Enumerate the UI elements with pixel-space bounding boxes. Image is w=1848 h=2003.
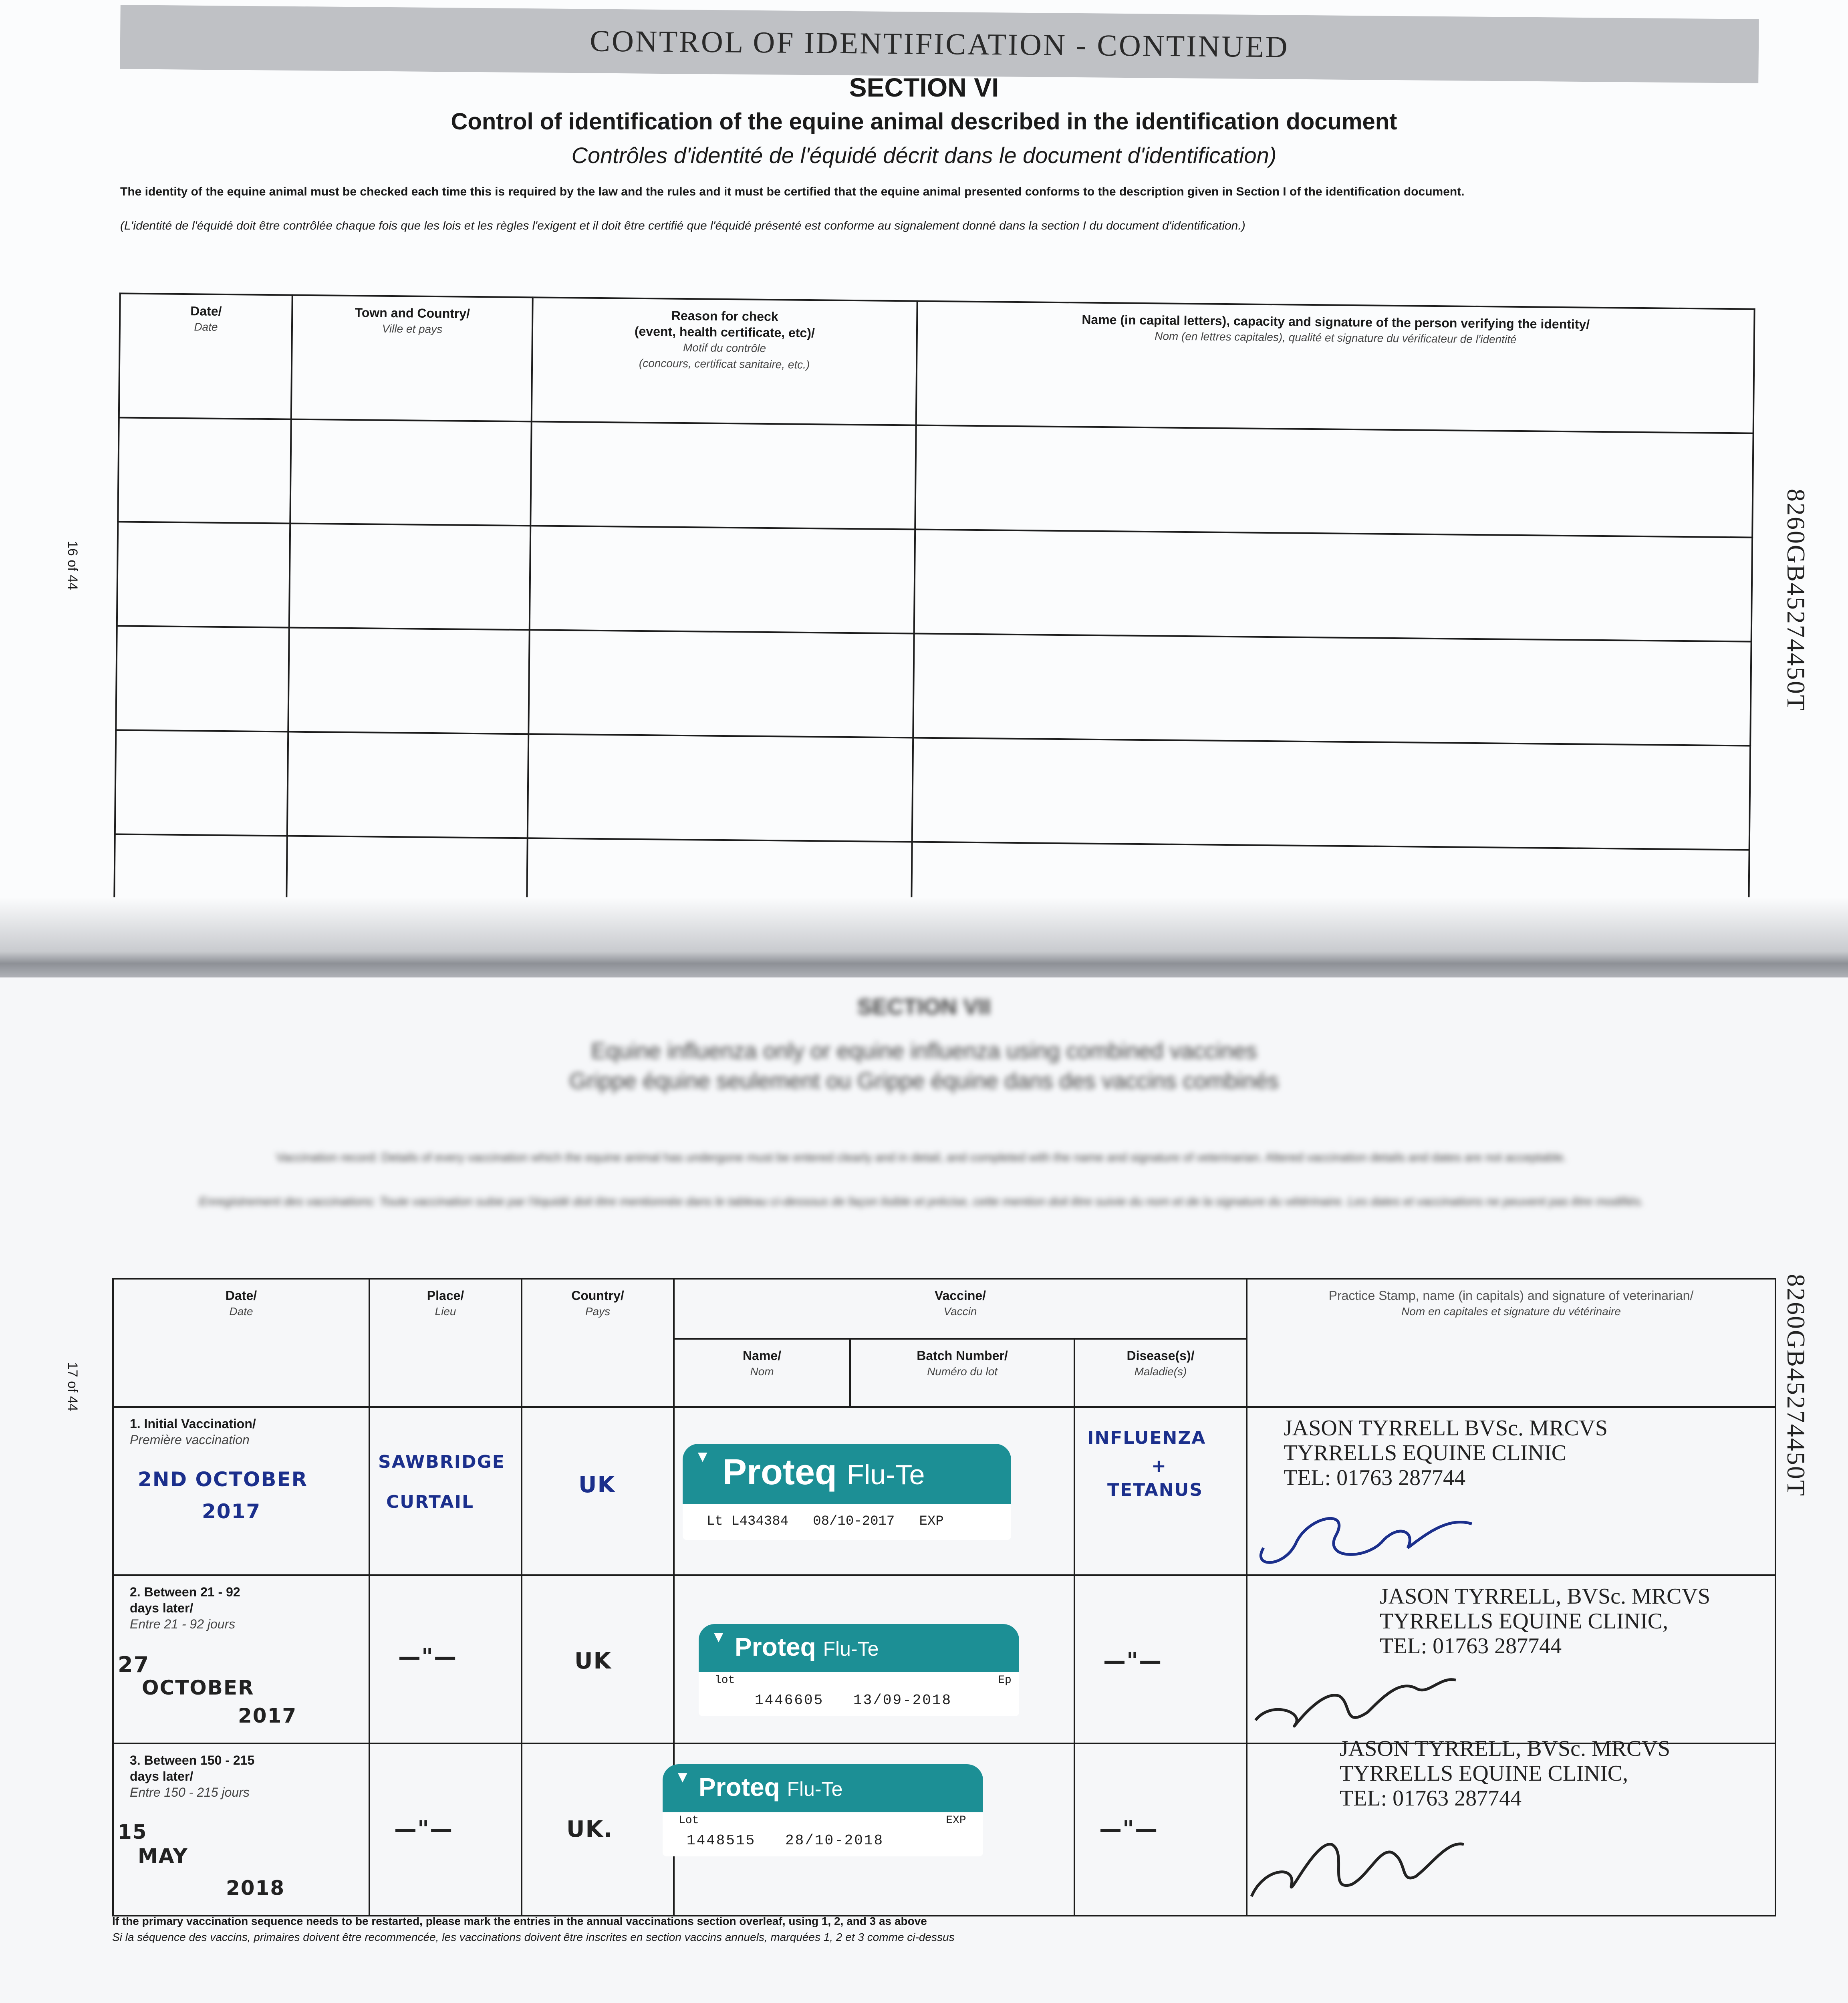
- section-banner: CONTROL OF IDENTIFICATION - CONTINUED: [120, 5, 1759, 83]
- row2-year-hand: 2017: [238, 1704, 297, 1727]
- section-vii-subtitle-fr: Grippe équine seulement ou Grippe équine dans des vaccins combinés: [569, 1068, 1279, 1093]
- row1-country: [522, 1407, 674, 1575]
- vaccination-table: [112, 1278, 1776, 1916]
- row1-disease-hand-3: TETANUS: [1107, 1480, 1203, 1500]
- row2-place: [369, 1575, 522, 1743]
- row3-year-hand: 2018: [226, 1876, 285, 1900]
- row3-signature: [1247, 1824, 1488, 1912]
- row1-country-hand: UK: [578, 1472, 616, 1498]
- row2-place-hand: —"—: [398, 1644, 457, 1670]
- section-vi-paragraph-en: The identity of the equine animal must be checked each time this is required by the law and the rules and it must be certified that the equine animal presented conforms to the description given in Section I of the identification document.: [120, 185, 1465, 198]
- side-code-top: 8260GB45274450T: [1782, 489, 1810, 712]
- table-cell: [528, 630, 914, 738]
- row1-stamp: [1247, 1407, 1775, 1575]
- row3-vet-stamp: JASON TYRRELL, BVSc. MRCVS TYRRELLS EQUINE CLINIC, TEL: 01763 287744: [1340, 1736, 1671, 1811]
- table-cell: [116, 626, 289, 731]
- footer-note-en: If the primary vaccination sequence needs to be restarted, please mark the entries in the annual vaccinations section overleaf, using 1, 2, and 3 as above: [112, 1915, 927, 1927]
- row2-month-hand: OCTOBER: [142, 1676, 254, 1699]
- row3-vaccine-label: [663, 1764, 983, 1856]
- col-date: Date/ Date: [119, 293, 292, 419]
- table-row: [113, 1407, 1775, 1575]
- row3-vaccine-label-cell: [674, 1743, 1074, 1916]
- vaccine-name: Proteq Flu-Te: [723, 1452, 925, 1492]
- col-vacc-country: Country/ Pays: [522, 1279, 674, 1407]
- row3-lot-line: Lot EXP: [679, 1814, 966, 1827]
- row3-country-hand: UK.: [566, 1816, 613, 1842]
- row1-disease-hand-1: INFLUENZA: [1087, 1428, 1206, 1448]
- row1-signature: [1247, 1500, 1488, 1572]
- vaccine-name: Proteq Flu-Te: [735, 1632, 879, 1661]
- table-cell: [914, 530, 1752, 642]
- row3-place: [369, 1743, 522, 1916]
- col-vaccine: Vaccine/ Vaccin: [674, 1279, 1247, 1339]
- col-vacc-date: Date/ Date: [113, 1279, 369, 1407]
- page-number-16: 16 of 44: [65, 541, 80, 590]
- row1-date: [113, 1407, 369, 1575]
- row3-batch-line: 1448515 28/10-2018: [687, 1832, 884, 1849]
- row2-batch-line: 1446605 13/09-2018: [755, 1692, 952, 1709]
- table-cell: [912, 738, 1750, 850]
- table-cell: [530, 421, 916, 529]
- row1-vaccine-label: [683, 1444, 1011, 1540]
- table-row: [113, 1743, 1775, 1916]
- table-cell: [290, 419, 531, 526]
- drop-icon: ▼: [675, 1768, 691, 1786]
- row3-step: 3. Between 150 - 215 days later/ Entre 150 - 215 jours: [130, 1753, 255, 1799]
- row3-disease: [1074, 1743, 1247, 1916]
- row2-signature: [1247, 1664, 1488, 1744]
- row1-place: [369, 1407, 522, 1575]
- col-vaccine-name: Name/ Nom: [674, 1339, 850, 1407]
- row3-disease-hand: —"—: [1099, 1816, 1159, 1842]
- row2-disease: [1074, 1575, 1247, 1743]
- row2-vaccine-label: [699, 1624, 1019, 1716]
- row1-disease: [1074, 1407, 1247, 1575]
- col-vacc-place: Place/ Lieu: [369, 1279, 522, 1407]
- col-disease: Disease(s)/ Maladie(s): [1074, 1339, 1247, 1407]
- identity-check-table: [113, 292, 1755, 951]
- row1-vaccine-label-cell: [674, 1407, 1074, 1575]
- section-vii-paragraph-en: Vaccination record: Details of every vaccination which the equine animal has undergone must be entered clearly and in detail, and completed with the name and signature of veterinarian. Altered vaccination details and dates are not acceptable.: [276, 1151, 1567, 1164]
- section-vii-title: SECTION VII: [857, 994, 991, 1019]
- table-cell: [528, 734, 913, 842]
- page-16: [0, 0, 1848, 977]
- row3-date: [113, 1743, 369, 1916]
- row3-month-hand: MAY: [138, 1844, 188, 1868]
- table-cell: [118, 417, 291, 523]
- row2-country-hand: UK: [574, 1648, 612, 1674]
- table-cell: [913, 634, 1751, 746]
- row1-year-hand: 2017: [202, 1500, 261, 1523]
- section-vii-paragraph-fr: Enregistrement des vaccinations: Toute vaccination subie par l'équidé doit être mentionnée dans le tableau ci-dessous de façon lisible et précise, cette mention doit être suivie du nom et de la signature du vétérinaire. Les dates et vaccinations ne peuvent pas être modifiés.: [199, 1195, 1644, 1208]
- col-verifier: Name (in capital letters), capacity and signature of the person verifying the identity/ Nom (en lettres capitales), qualité et signature du vérificateur de l'identité: [916, 301, 1755, 433]
- drop-icon: ▼: [711, 1628, 727, 1646]
- page-17: [0, 977, 1848, 2003]
- drop-icon: ▼: [695, 1448, 711, 1465]
- row1-batch-line: Lt L434384 08/10-2017 EXP: [707, 1514, 944, 1529]
- table-cell: [288, 628, 529, 734]
- page-number-17: 17 of 44: [65, 1362, 80, 1411]
- row2-country: [522, 1575, 674, 1743]
- section-vi-title: SECTION VI: [849, 73, 999, 102]
- row1-step: 1. Initial Vaccination/ Première vaccination: [130, 1417, 256, 1447]
- row2-vaccine-label-cell: [674, 1575, 1074, 1743]
- table-cell: [530, 526, 915, 633]
- row1-vet-stamp: JASON TYRRELL BVSc. MRCVS TYRRELLS EQUINE CLINIC TEL: 01763 287744: [1284, 1416, 1608, 1490]
- row2-day-hand: 27: [118, 1652, 150, 1677]
- row3-place-hand: —"—: [394, 1816, 453, 1842]
- row3-stamp: [1247, 1736, 1775, 1916]
- table-cell: [289, 524, 530, 630]
- vaccine-name: Proteq Flu-Te: [699, 1773, 843, 1801]
- row3-day-hand: 15: [118, 1820, 147, 1844]
- section-vi-paragraph-fr: (L'identité de l'équidé doit être contrôlée chaque fois que les lois et les règles l'exigent et il doit être certifié que l'équidé présenté est conforme au signalement donné dans la section I du document d'identification.): [120, 219, 1245, 232]
- table-cell: [117, 522, 290, 627]
- row1-date-hand: 2ND OCTOBER: [138, 1468, 308, 1491]
- section-vi-subtitle-fr: Contrôles d'identité de l'équidé décrit dans le document d'identification): [571, 143, 1277, 168]
- row2-disease-hand: —"—: [1103, 1648, 1163, 1674]
- table-cell: [915, 425, 1753, 538]
- table-cell: [115, 730, 288, 836]
- row2-lot-line: lot Ep: [715, 1674, 1012, 1687]
- row2-vet-stamp: JASON TYRRELL, BVSc. MRCVS TYRRELLS EQUINE CLINIC, TEL: 01763 287744: [1380, 1584, 1711, 1658]
- side-code-bottom: 8260GB45274450T: [1782, 1274, 1810, 1497]
- row2-date: [113, 1575, 369, 1743]
- col-reason: Reason for check (event, health certificate, etc)/ Motif du contrôle (concours, certificat sanitaire, etc.): [532, 297, 917, 425]
- footer-note-fr: Si la séquence des vaccins, primaires doivent être recommencée, les vaccinations doivent être inscrites en section vaccins annuels, marquées 1, 2 et 3 comme ci-dessus: [112, 1931, 955, 1943]
- col-town-country: Town and Country/ Ville et pays: [291, 295, 533, 422]
- col-batch-number: Batch Number/ Numéro du lot: [850, 1339, 1074, 1407]
- table-row: [113, 1575, 1775, 1743]
- row3-country: [522, 1743, 674, 1916]
- row2-step: 2. Between 21 - 92 days later/ Entre 21 - 92 jours: [130, 1585, 240, 1631]
- row1-disease-hand-2: +: [1151, 1456, 1167, 1476]
- row1-place-hand-2: CURTAIL: [386, 1492, 474, 1512]
- row2-stamp: [1247, 1575, 1775, 1743]
- row1-place-hand-1: SAWBRIDGE: [378, 1452, 505, 1472]
- col-practice-stamp: Practice Stamp, name (in capitals) and signature of veterinarian/ Nom en capitales et signature du vétérinaire: [1247, 1279, 1775, 1407]
- table-cell: [287, 732, 528, 838]
- section-vii-subtitle-en: Equine influenza only or equine influenza using combined vaccines: [591, 1038, 1257, 1063]
- section-vi-subtitle-en: Control of identification of the equine animal described in the identification document: [451, 109, 1397, 135]
